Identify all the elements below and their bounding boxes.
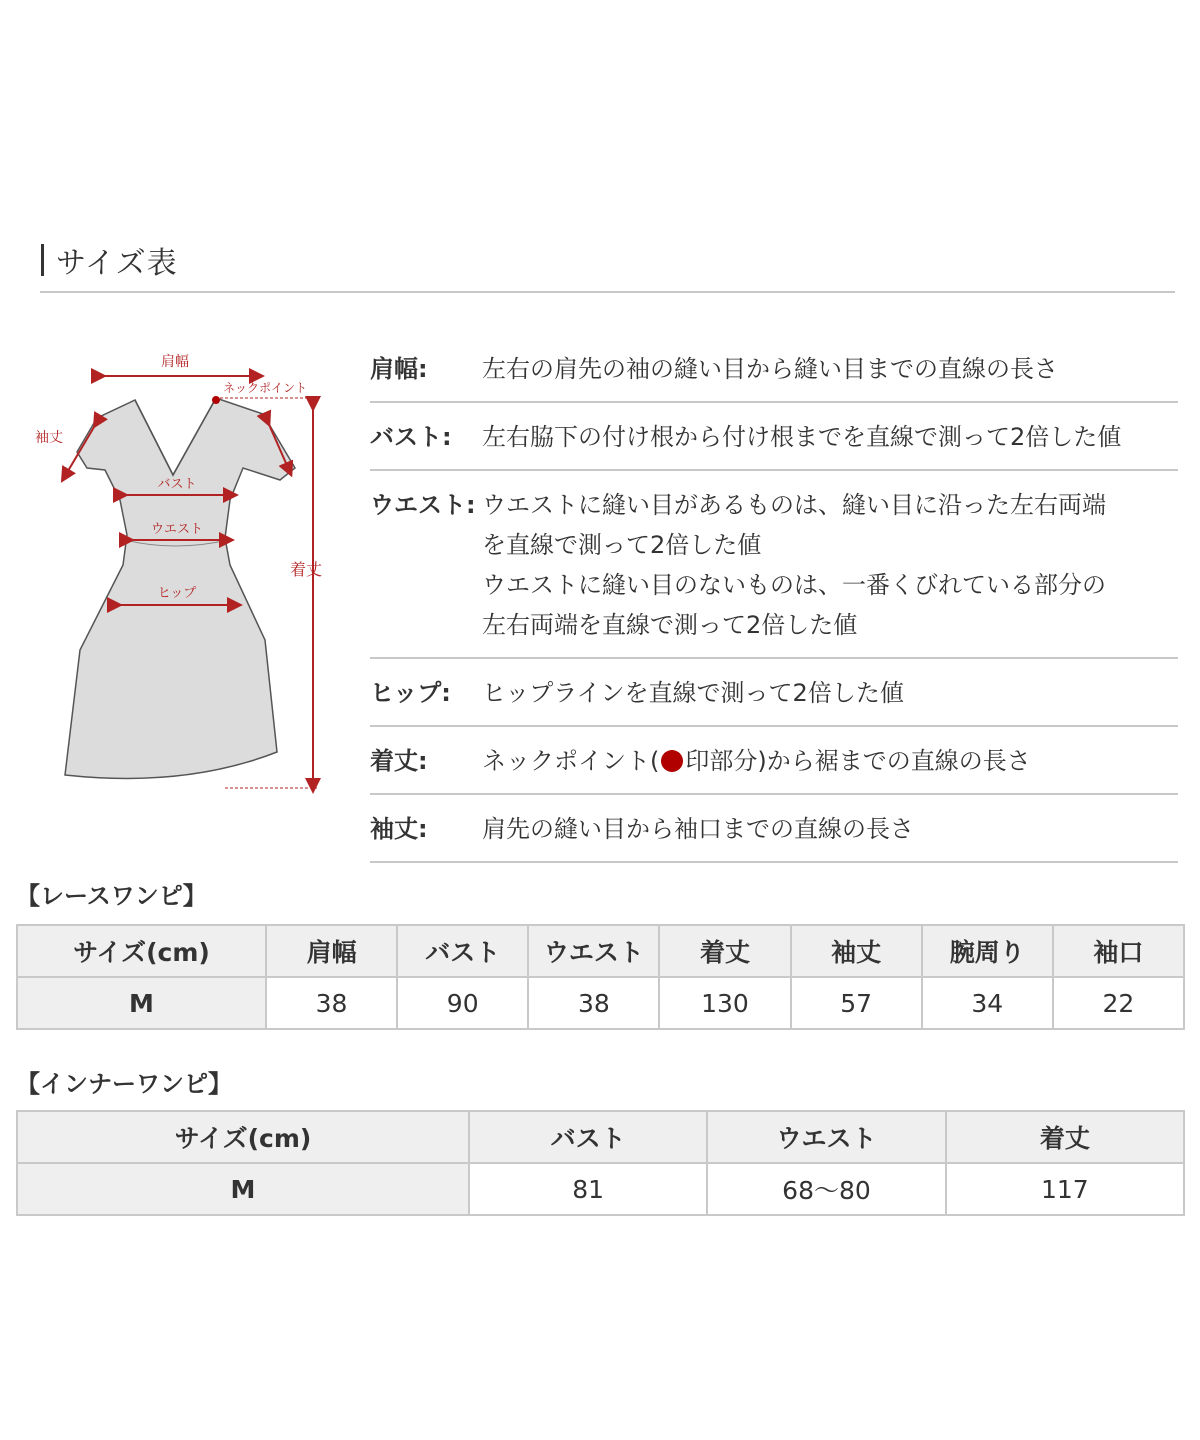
table-header-cell: バスト bbox=[469, 1111, 707, 1163]
definition-text bbox=[482, 673, 1178, 713]
table-header-cell: 着丈 bbox=[659, 925, 790, 977]
definition-line: 左右脇下の付け根から付け根までを直線で測って2倍した値 bbox=[482, 423, 1122, 451]
table-row-size: M bbox=[17, 977, 266, 1029]
table-header-cell: バスト bbox=[397, 925, 528, 977]
table-header-cell: ウエスト bbox=[707, 1111, 945, 1163]
lace-table-caption: 【レースワンピ】 bbox=[16, 882, 207, 910]
table-cell: 68～80 bbox=[707, 1163, 945, 1215]
table-header-cell: サイズ(cm) bbox=[17, 925, 266, 977]
definition-row bbox=[370, 659, 1178, 727]
definition-row bbox=[370, 795, 1178, 863]
length-label: 着丈 bbox=[290, 560, 323, 579]
definition-term: 袖丈: bbox=[370, 815, 428, 843]
inner-size-table bbox=[16, 1110, 1185, 1216]
neck-point-label: ネックポイント bbox=[223, 381, 308, 395]
definition-row bbox=[370, 727, 1178, 795]
section-title-bar bbox=[41, 244, 44, 276]
definition-line: ウエストに縫い目のないものは、一番くびれている部分の bbox=[482, 571, 1106, 599]
definition-term: ヒップ: bbox=[370, 679, 451, 707]
table-cell: 117 bbox=[946, 1163, 1184, 1215]
definition-line: 肩先の縫い目から袖口までの直線の長さ bbox=[482, 815, 914, 843]
definition-text bbox=[482, 485, 1178, 645]
page-title: サイズ表 bbox=[56, 246, 178, 281]
lace-size-table bbox=[16, 924, 1185, 1030]
definition-line: ヒップラインを直線で測って2倍した値 bbox=[482, 679, 904, 707]
table-header-cell: 袖口 bbox=[1053, 925, 1184, 977]
hip-label: ヒップ bbox=[157, 586, 197, 601]
table-header-cell: 袖丈 bbox=[791, 925, 922, 977]
table-cell: 90 bbox=[397, 977, 528, 1029]
definition-row bbox=[370, 335, 1178, 403]
definition-text bbox=[482, 741, 1178, 781]
table-cell: 57 bbox=[791, 977, 922, 1029]
definition-term: バスト: bbox=[370, 423, 452, 451]
title-divider bbox=[40, 291, 1175, 293]
table-cell: 38 bbox=[528, 977, 659, 1029]
table-row-size: M bbox=[17, 1163, 469, 1215]
definition-text bbox=[482, 417, 1178, 457]
table-cell: 81 bbox=[469, 1163, 707, 1215]
table-cell: 22 bbox=[1053, 977, 1184, 1029]
table-row bbox=[17, 977, 1184, 1029]
table-header-cell: ウエスト bbox=[528, 925, 659, 977]
definition-line: 左右の肩先の袖の縫い目から縫い目までの直線の長さ bbox=[482, 355, 1058, 383]
waist-label: ウエスト bbox=[150, 522, 204, 537]
table-cell: 38 bbox=[266, 977, 397, 1029]
definition-text bbox=[482, 349, 1178, 389]
definition-line-pre: ネックポイント( bbox=[482, 747, 660, 775]
definition-line: 左右両端を直線で測って2倍した値 bbox=[482, 611, 858, 639]
table-cell: 130 bbox=[659, 977, 790, 1029]
definition-row bbox=[370, 471, 1178, 659]
sleeve-label: 袖丈 bbox=[35, 430, 63, 446]
dress-measurement-diagram bbox=[25, 340, 355, 800]
table-header-cell: サイズ(cm) bbox=[17, 1111, 469, 1163]
inner-table-caption: 【インナーワンピ】 bbox=[16, 1070, 232, 1098]
table-row bbox=[17, 1163, 1184, 1215]
definition-term: 着丈: bbox=[370, 747, 428, 775]
measurement-definitions bbox=[370, 335, 1178, 863]
shoulder-label: 肩幅 bbox=[161, 354, 189, 370]
bust-label: バスト bbox=[157, 477, 197, 492]
table-header-row bbox=[17, 925, 1184, 977]
table-header-cell: 腕周り bbox=[922, 925, 1053, 977]
definition-line: を直線で測って2倍した値 bbox=[482, 531, 762, 559]
table-header-cell: 肩幅 bbox=[266, 925, 397, 977]
definition-row bbox=[370, 403, 1178, 471]
definition-line-post: 印部分)から裾までの直線の長さ bbox=[685, 747, 1031, 775]
definition-term: 肩幅: bbox=[370, 355, 428, 383]
definition-term: ウエスト: bbox=[370, 491, 476, 519]
table-header-row bbox=[17, 1111, 1184, 1163]
table-header-cell: 着丈 bbox=[946, 1111, 1184, 1163]
neck-point-dot bbox=[212, 396, 220, 404]
neck-point-dot-icon bbox=[661, 750, 683, 772]
definition-text bbox=[482, 809, 1178, 849]
table-cell: 34 bbox=[922, 977, 1053, 1029]
definition-line: ウエストに縫い目があるものは、縫い目に沿った左右両端 bbox=[482, 491, 1106, 519]
